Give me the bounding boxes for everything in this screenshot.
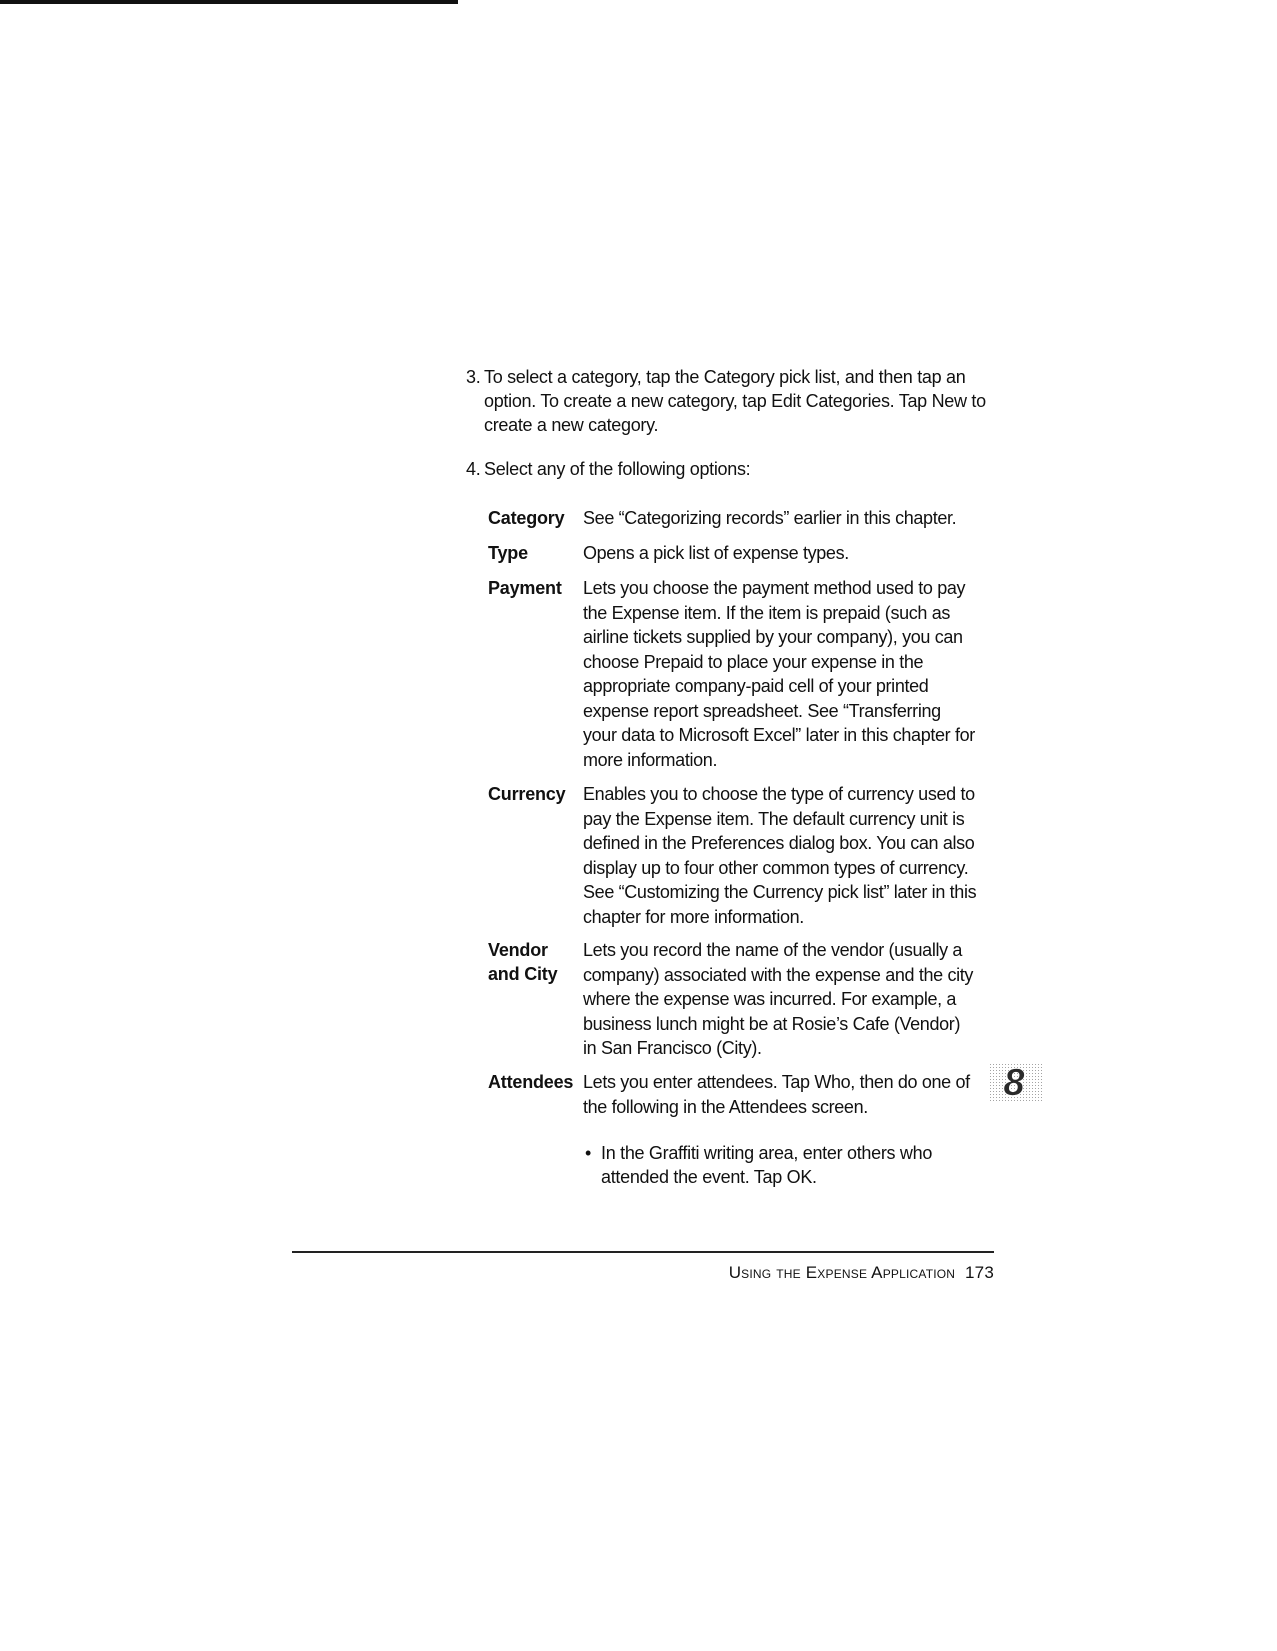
page-number: 173: [965, 1263, 994, 1282]
option-description: Enables you to choose the type of currency used to pay the Expense item. The default currency unit is defined in the Preferences dialog box. You can also display up to four other common types of currency. See “Customizing the Currency pick list” later in this chapter for more information.: [583, 784, 977, 927]
option-term-line: Vendor: [488, 940, 548, 960]
option-term: Attendees: [488, 1072, 574, 1092]
option-term-line: and City: [488, 964, 558, 984]
step-number: 4.: [466, 459, 481, 479]
option-term: Payment: [488, 578, 562, 598]
bullet-text: In the Graffiti writing area, enter others who attended the event. Tap OK.: [601, 1143, 933, 1187]
chapter-tab: [978, 1052, 1050, 1112]
chapter-tab-graphic: [978, 1052, 1050, 1112]
option-term: [488, 938, 583, 986]
running-footer-title: Using the Expense Application: [728, 1263, 956, 1282]
option-description: Lets you enter attendees. Tap Who, then do one of the following in the Attendees screen.: [583, 1072, 970, 1117]
option-term: Currency: [488, 784, 566, 804]
chapter-number: 8: [1003, 1062, 1025, 1104]
option-description: Lets you choose the payment method used to pay the Expense item. If the item is prepaid (such as airline tickets supplied by your company), you can choose Prepaid to place your expense in the appropriate company-paid cell of your printed expense report spreadsheet. See “Transferring your data to Microsoft Excel” later in this chapter for more information.: [583, 578, 975, 770]
step-4: [466, 457, 986, 481]
option-term: Category: [488, 508, 565, 528]
step-text: Select any of the following options:: [484, 459, 751, 479]
page-footer: [710, 1262, 994, 1284]
step-3: [466, 365, 986, 437]
step-number: 3.: [466, 367, 481, 387]
option-description: Opens a pick list of expense types.: [583, 543, 849, 563]
bullet-item: [585, 1141, 965, 1189]
footer-rule: [292, 1251, 994, 1253]
option-description: See “Categorizing records” earlier in this chapter.: [583, 508, 957, 528]
option-term: Type: [488, 543, 528, 563]
bullet-marker: •: [585, 1143, 592, 1163]
step-text: To select a category, tap the Category pick list, and then tap an option. To create a new category, tap Edit Categories. Tap New to create a new category.: [484, 367, 986, 435]
option-description: Lets you record the name of the vendor (usually a company) associated with the expense and the city where the expense was incurred. For example, a business lunch might be at Rosie’s Cafe (Vendor) in San Francisco (City).: [583, 940, 974, 1058]
